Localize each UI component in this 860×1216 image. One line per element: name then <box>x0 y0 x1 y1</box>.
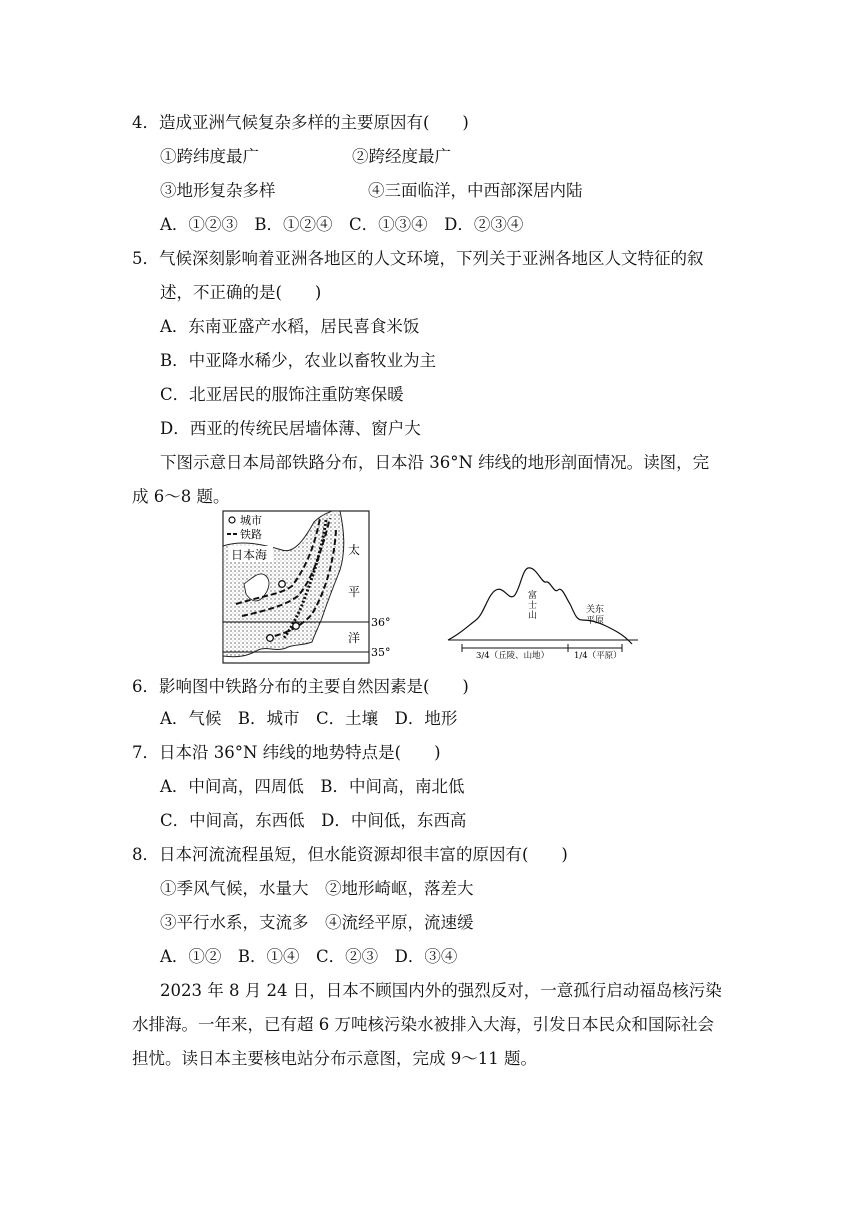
q4-stem: 4．造成亚洲气候复杂多样的主要原因有( ) <box>132 113 469 132</box>
q5-option-a: A．东南亚盛产水稻，居民喜食米饭 <box>160 317 420 336</box>
q5-option-c: C．北亚居民的服饰注重防寒保暖 <box>160 385 404 404</box>
q5-stem-line2: 述，不正确的是( ) <box>160 283 322 302</box>
terrain-profile <box>446 560 642 664</box>
lat-36-label: 36° <box>371 616 391 629</box>
city-marker <box>293 623 300 630</box>
peak-label-char-1: 富 <box>528 591 538 601</box>
q5-option-d: D．西亚的传统民居墙体薄、窗户大 <box>160 419 421 438</box>
q8-stem: 8．日本河流流程虽短，但水能资源却很丰富的原因有( ) <box>132 845 568 864</box>
intro-6-8-line1: 下图示意日本局部铁路分布，日本沿 36°N 纬线的地形剖面情况。读图，完 <box>160 453 710 472</box>
q6-stem: 6．影响图中铁路分布的主要自然因素是( ) <box>132 677 469 696</box>
plain-label-line2: 平原 <box>586 616 605 626</box>
intro-9-11-line3: 担忧。读日本主要核电站分布示意图，完成 9～11 题。 <box>132 1049 537 1068</box>
q4-item-4: ④三面临洋，中西部深居内陆 <box>368 181 583 200</box>
q4-item-1: ①跨纬度最广 <box>160 147 259 166</box>
lat-35-label: 35° <box>371 646 391 659</box>
q4-item-3: ③地形复杂多样 <box>160 181 276 200</box>
ocean-char-3: 洋 <box>348 631 361 645</box>
ocean-char-2: 平 <box>348 585 361 599</box>
terrain-profile-line <box>448 568 632 644</box>
map-svg <box>222 510 394 666</box>
intro-9-11-line1: 2023 年 8 月 24 日，日本不顾国内外的强烈反对，一意孤行启动福岛核污染 <box>160 981 722 1000</box>
q4-options: A．①②③ B．①②④ C．①③④ D．②③④ <box>160 215 524 234</box>
ocean-char-1: 太 <box>348 543 361 557</box>
q4-item-2: ②跨经度最广 <box>352 147 451 166</box>
q7-options-2: C．中间高，东西低 D．中间低，东西高 <box>160 811 467 830</box>
q8-options: A．①② B．①④ C．②③ D．③④ <box>160 947 458 966</box>
q5-stem-line1: 5．气候深刻影响着亚洲各地区的人文环境，下列关于亚洲各地区人文特征的叙 <box>132 249 704 268</box>
legend-rail-label: 铁路 <box>240 528 262 541</box>
q8-items-2: ③平行水系，支流多 ④流经平原，流速缓 <box>160 913 474 932</box>
q7-options-1: A．中间高，四周低 B．中间高，南北低 <box>160 777 465 796</box>
city-marker <box>267 635 274 642</box>
sea-label: 日本海 <box>231 548 268 562</box>
legend-city-icon <box>229 517 235 523</box>
intro-6-8-line2: 成 6～8 题。 <box>132 487 230 506</box>
japan-railway-map <box>222 510 394 666</box>
q5-option-b: B．中亚降水稀少，农业以畜牧业为主 <box>160 351 437 370</box>
q6-options: A．气候 B．城市 C．土壤 D．地形 <box>160 709 458 728</box>
peak-label-char-2: 士 <box>528 601 538 611</box>
city-marker <box>279 581 286 588</box>
intro-9-11-line2: 水排海。一年来，已有超 6 万吨核污染水被排入大海，引发日本民众和国际社会 <box>132 1015 714 1034</box>
q8-items-1: ①季风气候，水量大 ②地形崎岖，落差大 <box>160 879 474 898</box>
q7-stem: 7．日本沿 36°N 纬线的地势特点是( ) <box>132 743 441 762</box>
peak-label-char-3: 山 <box>528 611 538 621</box>
legend-city-label: 城市 <box>240 514 262 527</box>
scale-left-label: 3/4（丘陵、山地） <box>476 651 550 661</box>
plain-label-line1: 关东 <box>586 605 605 615</box>
profile-svg <box>446 560 642 664</box>
scale-right-label: 1/4（平原） <box>574 651 622 661</box>
